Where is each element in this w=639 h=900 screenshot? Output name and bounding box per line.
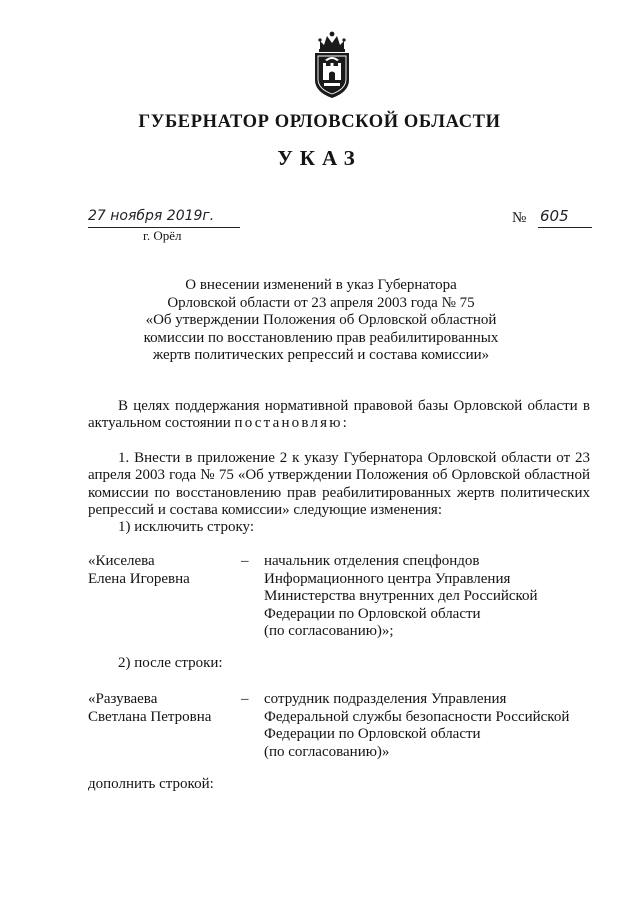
number-underline (538, 227, 592, 228)
document-type-title: УКАЗ (277, 146, 362, 170)
subject-line: «Об утверждении Положения об Орловской областной (145, 312, 497, 328)
entry-position-line: (по согласованию)»; (264, 623, 394, 640)
document-number (512, 208, 592, 230)
entry-position-line: Федерации по Орловской области (264, 726, 481, 743)
item-1-paragraph (88, 450, 590, 519)
subject-line: Орловской области от 23 апреля 2003 года № 75 (167, 294, 475, 311)
entry-position-line: Федеральной службы безопасности Российской (264, 708, 570, 725)
entry-dash: – (241, 691, 249, 707)
entry-position-line: (по согласованию)» (264, 743, 390, 760)
decree-word: постановляю: (234, 415, 350, 432)
entry-name-line: «Разуваева (88, 691, 158, 707)
entry-position-line: Федерации по Орловской области (264, 605, 481, 622)
subitem-1: 1) исключить строку: (118, 519, 254, 535)
subject-line: комиссии по восстановлению прав реабилитированных (143, 329, 499, 346)
entry-position-line: Министерства внутренних дел Российской (264, 588, 538, 605)
entry-position (264, 691, 594, 761)
entry-dash: – (241, 553, 249, 569)
handwritten-date: 27 ноября 2019г. (88, 208, 215, 224)
entry-position (264, 553, 594, 641)
orel-oblast-coat-of-arms-icon (309, 30, 355, 100)
subject-line: жертв политических репрессий и состава комиссии» (152, 347, 490, 363)
issuing-city: г. Орёл (143, 228, 182, 243)
entry-position-line: Информационного центра Управления (264, 570, 511, 587)
supplement-line: дополнить строкой: (88, 776, 214, 792)
entry-person-name (88, 553, 238, 588)
entry-name-line: Елена Игоревна (88, 570, 190, 587)
item-1-text: 1. Внести в приложение 2 к указу Губернатора Орловской области от 23 апреля 2003 года № 75 «Об утверждении Положения об Орловской областной комиссии по восстановлению прав реабилитированных жертв политических репрессий и состава комиссии» следующие изменения: (88, 450, 590, 518)
entry-position-line: сотрудник подразделения Управления (264, 691, 507, 707)
subitem-2: 2) после строки: (118, 655, 223, 671)
handwritten-number: 605 (540, 207, 569, 225)
preamble-text: В целях поддержания нормативной правовой базы Орловской области в актуальном состоянии (88, 398, 590, 432)
entry-position-line: начальник отделения спецфондов (264, 553, 480, 569)
entry-person-name (88, 691, 238, 726)
document-date (88, 208, 240, 230)
number-sign: № (512, 210, 527, 226)
document-subject (100, 277, 542, 365)
organization-title: ГУБЕРНАТОР ОРЛОВСКОЙ ОБЛАСТИ (138, 112, 501, 132)
entry-name-line: «Киселева (88, 553, 155, 569)
subject-line: О внесении изменений в указ Губернатора (185, 277, 457, 293)
preamble-paragraph (88, 398, 590, 433)
entry-name-line: Светлана Петровна (88, 708, 212, 725)
